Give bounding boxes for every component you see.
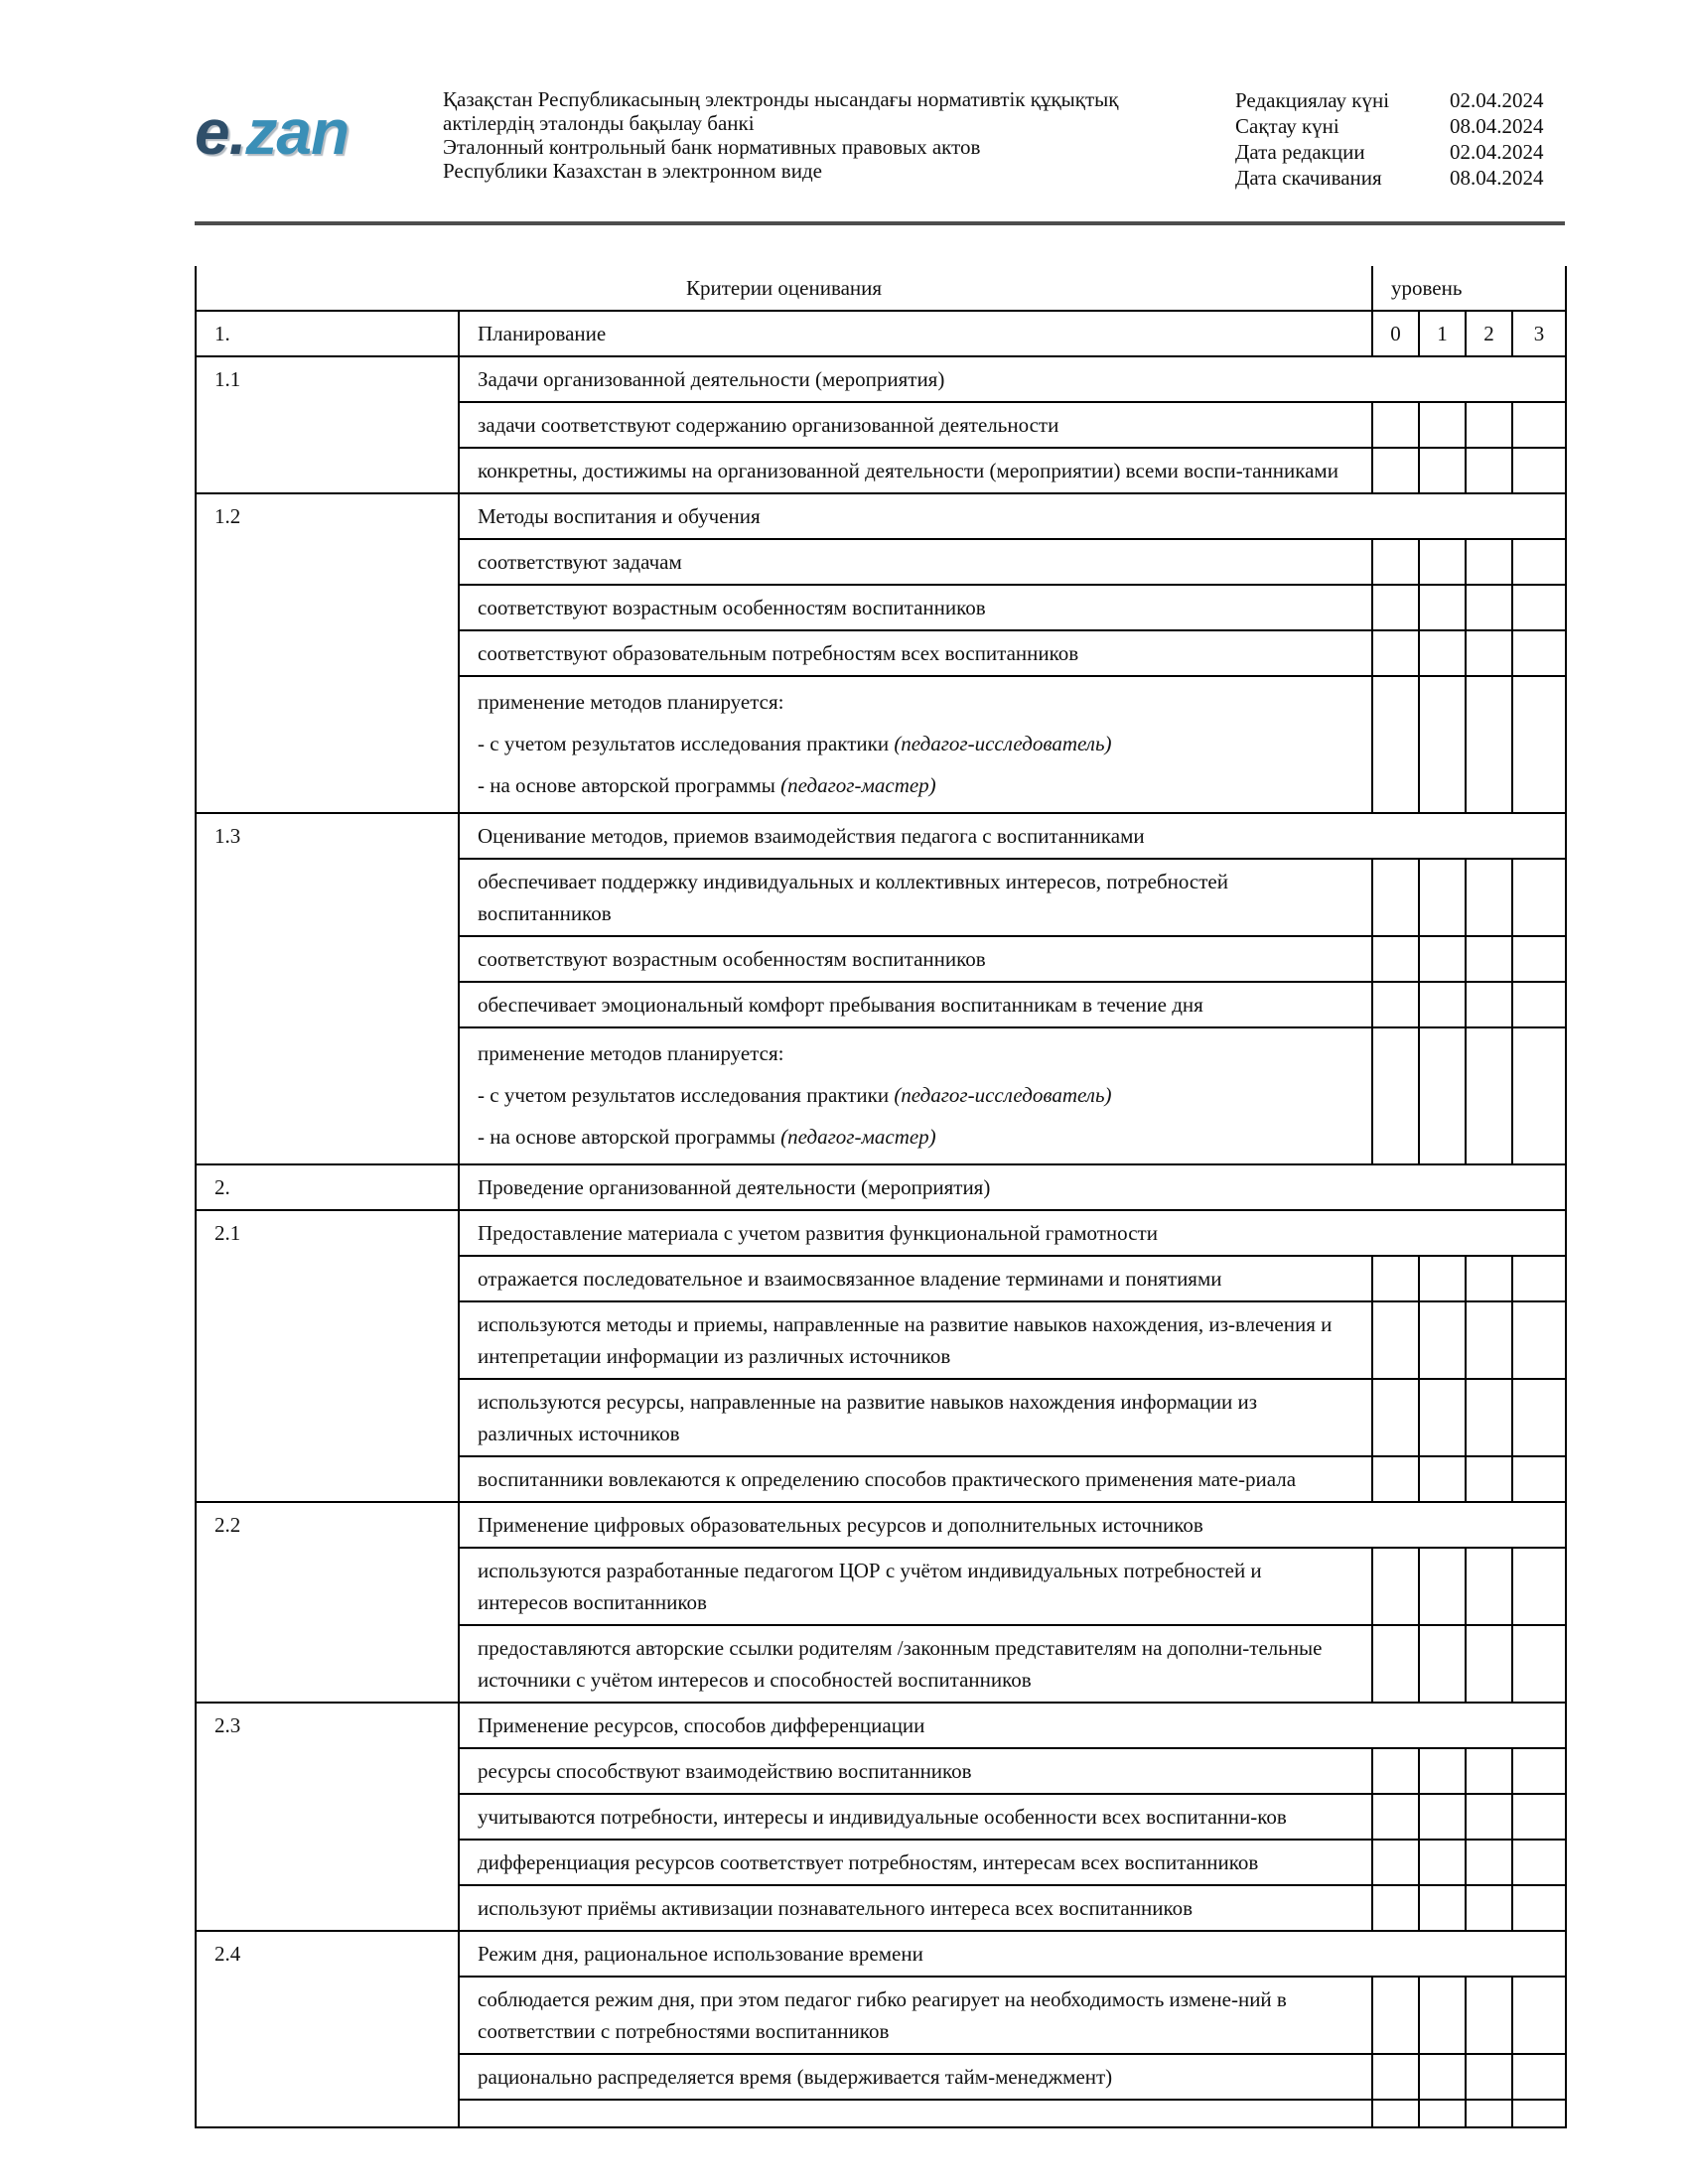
subsection-row	[196, 1502, 1566, 1548]
level-cell-0[interactable]	[1372, 585, 1419, 630]
level-cell-2[interactable]	[1466, 1840, 1512, 1885]
level-cell-2[interactable]	[1466, 1379, 1512, 1456]
date-value: 08.04.2024	[1450, 166, 1544, 190]
criterion-text: соблюдается режим дня, при этом педагог гибко реагирует на необходимость измене-ний в соответствии с потребностями воспитанников	[459, 1977, 1372, 2054]
bank-title-line: актілердің эталонды бақылау банкі	[443, 111, 755, 135]
date-row	[1235, 139, 1573, 165]
subsection-title: Методы воспитания и обучения	[459, 493, 1566, 539]
level-cell-0[interactable]	[1372, 402, 1419, 448]
level-cell-2[interactable]	[1466, 448, 1512, 493]
subsection-row	[196, 813, 1566, 859]
subsection-number: 2.2	[196, 1502, 459, 1703]
date-value: 08.04.2024	[1450, 114, 1544, 138]
level-cell-0[interactable]	[1372, 1456, 1419, 1502]
level-cell-1[interactable]	[1419, 1301, 1466, 1379]
subsection-number: 1.2	[196, 493, 459, 813]
criterion-line: применение методов планируется:	[478, 690, 784, 714]
section-row	[196, 311, 1566, 356]
level-cell-2[interactable]	[1466, 2054, 1512, 2100]
criterion-text: обеспечивает поддержку индивидуальных и коллективных интересов, потребностей воспитанников	[459, 859, 1372, 936]
criterion-text: предоставляются авторские ссылки родителям /законным представителям на дополни-тельные источники с учётом интересов и способностей воспитанников	[459, 1625, 1372, 1703]
level-cell-2[interactable]	[1466, 1301, 1512, 1379]
level-cell-3[interactable]	[1512, 630, 1566, 676]
criterion-text: учитываются потребности, интересы и индивидуальные особенности всех воспитанни-ков	[459, 1794, 1372, 1840]
level-cell-0[interactable]	[1372, 1840, 1419, 1885]
continuation-cell	[1419, 2100, 1466, 2127]
date-value: 02.04.2024	[1450, 140, 1544, 164]
level-cell-3[interactable]	[1512, 1027, 1566, 1164]
level-cell-1[interactable]	[1419, 402, 1466, 448]
level-cell-0[interactable]	[1372, 982, 1419, 1027]
level-cell-1[interactable]	[1419, 1256, 1466, 1301]
subsection-number: 2.3	[196, 1703, 459, 1931]
criterion-text: используют приёмы активизации познавательного интереса всех воспитанников	[459, 1885, 1372, 1931]
criterion-text: обеспечивает эмоциональный комфорт пребывания воспитанникам в течение дня	[459, 982, 1372, 1027]
level-cell-3[interactable]	[1512, 1748, 1566, 1794]
section-number: 1.	[196, 311, 459, 356]
level-cell-3[interactable]	[1512, 1301, 1566, 1379]
subsection-number: 1.3	[196, 813, 459, 1164]
logo-text-zan: zan	[245, 96, 350, 168]
criterion-text: дифференциация ресурсов соответствует потребностям, интересам всех воспитанников	[459, 1840, 1372, 1885]
level-cell-1[interactable]	[1419, 982, 1466, 1027]
date-value: 02.04.2024	[1450, 88, 1544, 112]
level-label: 1	[1419, 311, 1466, 356]
subsection-row	[196, 1703, 1566, 1748]
level-cell-1[interactable]	[1419, 539, 1466, 585]
criterion-text: соответствуют задачам	[459, 539, 1372, 585]
section-row	[196, 1164, 1566, 1210]
level-cell-1[interactable]	[1419, 1977, 1466, 2054]
level-cell-0[interactable]	[1372, 1027, 1419, 1164]
section-title: Проведение организованной деятельности (мероприятия)	[459, 1164, 1566, 1210]
date-label: Редакциялау күні	[1235, 88, 1390, 112]
subsection-title: Применение цифровых образовательных ресурсов и дополнительных источников	[459, 1502, 1566, 1548]
criterion-text: воспитанники вовлекаются к определению способов практического применения мате-риала	[459, 1456, 1372, 1502]
level-cell-3[interactable]	[1512, 1977, 1566, 2054]
level-cell-0[interactable]	[1372, 1625, 1419, 1703]
criterion-text: ресурсы способствуют взаимодействию воспитанников	[459, 1748, 1372, 1794]
level-cell-1[interactable]	[1419, 630, 1466, 676]
level-cell-2[interactable]	[1466, 1625, 1512, 1703]
level-cell-3[interactable]	[1512, 402, 1566, 448]
criterion-line-text: - с учетом результатов исследования практики	[478, 732, 890, 755]
level-cell-0[interactable]	[1372, 676, 1419, 813]
criterion-multiline	[459, 1027, 1372, 1164]
role-note: (педагог-исследователь)	[894, 1083, 1112, 1107]
level-cell-0[interactable]	[1372, 1301, 1419, 1379]
ezan-logo[interactable]	[195, 95, 349, 169]
level-cell-2[interactable]	[1466, 936, 1512, 982]
level-cell-2[interactable]	[1466, 585, 1512, 630]
criterion-text: отражается последовательное и взаимосвязанное владение терминами и понятиями	[459, 1256, 1372, 1301]
logo-text-e: e.	[195, 96, 246, 168]
continuation-cell	[1512, 2100, 1566, 2127]
date-label: Сақтау күні	[1235, 114, 1339, 138]
date-label: Дата редакции	[1235, 140, 1365, 164]
criterion-line	[478, 764, 1353, 806]
section-title: Планирование	[459, 311, 1372, 356]
table-header-row	[196, 266, 1566, 311]
subsection-number: 2.4	[196, 1931, 459, 2127]
criterion-line	[478, 1116, 1353, 1158]
subsection-number: 1.1	[196, 356, 459, 493]
level-cell-3[interactable]	[1512, 1379, 1566, 1456]
level-cell-3[interactable]	[1512, 1840, 1566, 1885]
level-label: 0	[1372, 311, 1419, 356]
level-cell-2[interactable]	[1466, 402, 1512, 448]
criterion-text: соответствуют возрастным особенностям воспитанников	[459, 936, 1372, 982]
criterion-text: используются методы и приемы, направленные на развитие навыков нахождения, из-влечения и интепретации информации из различных источников	[459, 1301, 1372, 1379]
level-cell-2[interactable]	[1466, 859, 1512, 936]
section-number: 2.	[196, 1164, 459, 1210]
level-cell-2[interactable]	[1466, 1456, 1512, 1502]
date-label: Дата скачивания	[1235, 166, 1382, 190]
level-cell-0[interactable]	[1372, 1977, 1419, 2054]
level-cell-3[interactable]	[1512, 1625, 1566, 1703]
level-cell-1[interactable]	[1419, 2054, 1466, 2100]
level-cell-3[interactable]	[1512, 585, 1566, 630]
level-cell-0[interactable]	[1372, 859, 1419, 936]
level-cell-0[interactable]	[1372, 1379, 1419, 1456]
level-cell-3[interactable]	[1512, 1256, 1566, 1301]
level-label: 3	[1512, 311, 1566, 356]
level-cell-3[interactable]	[1512, 1548, 1566, 1625]
level-cell-1[interactable]	[1419, 585, 1466, 630]
subsection-number: 2.1	[196, 1210, 459, 1502]
subsection-row	[196, 356, 1566, 402]
continuation-cell	[1372, 2100, 1419, 2127]
level-cell-0[interactable]	[1372, 1548, 1419, 1625]
level-cell-2[interactable]	[1466, 1885, 1512, 1931]
criterion-line	[478, 1074, 1353, 1116]
subsection-row	[196, 493, 1566, 539]
level-cell-1[interactable]	[1419, 859, 1466, 936]
level-cell-1[interactable]	[1419, 1748, 1466, 1794]
level-cell-1[interactable]	[1419, 676, 1466, 813]
criterion-line-text: - на основе авторской программы	[478, 1125, 775, 1149]
level-cell-0[interactable]	[1372, 1885, 1419, 1931]
level-cell-2[interactable]	[1466, 1977, 1512, 2054]
bank-title	[443, 87, 1197, 183]
criteria-header: Критерии оценивания	[196, 266, 1372, 311]
level-cell-2[interactable]	[1466, 539, 1512, 585]
level-cell-3[interactable]	[1512, 2054, 1566, 2100]
level-cell-0[interactable]	[1372, 448, 1419, 493]
criterion-text: конкретны, достижимы на организованной деятельности (мероприятии) всеми воспи-танниками	[459, 448, 1372, 493]
level-cell-1[interactable]	[1419, 1027, 1466, 1164]
level-cell-0[interactable]	[1372, 1794, 1419, 1840]
level-cell-3[interactable]	[1512, 539, 1566, 585]
level-cell-0[interactable]	[1372, 630, 1419, 676]
document-dates	[1235, 87, 1573, 191]
level-cell-2[interactable]	[1466, 982, 1512, 1027]
level-cell-0[interactable]	[1372, 1748, 1419, 1794]
evaluation-table	[195, 266, 1567, 2128]
level-cell-2[interactable]	[1466, 1794, 1512, 1840]
bank-title-line: Қазақстан Республикасының электронды нысандағы нормативтік құқықтық	[443, 87, 1119, 111]
criterion-line-text: - с учетом результатов исследования практики	[478, 1083, 890, 1107]
level-cell-1[interactable]	[1419, 1625, 1466, 1703]
criterion-text: задачи соответствуют содержанию организованной деятельности	[459, 402, 1372, 448]
level-cell-1[interactable]	[1419, 1840, 1466, 1885]
header-divider	[195, 221, 1565, 225]
document-header	[195, 83, 1565, 222]
subsection-title: Оценивание методов, приемов взаимодействия педагога с воспитанниками	[459, 813, 1566, 859]
level-cell-1[interactable]	[1419, 1885, 1466, 1931]
bank-title-line: Эталонный контрольный банк нормативных правовых актов	[443, 135, 981, 159]
subsection-title: Применение ресурсов, способов дифференциации	[459, 1703, 1566, 1748]
continuation-cell	[1466, 2100, 1512, 2127]
level-cell-2[interactable]	[1466, 1256, 1512, 1301]
subsection-title: Предоставление материала с учетом развития функциональной грамотности	[459, 1210, 1566, 1256]
level-cell-3[interactable]	[1512, 676, 1566, 813]
level-header: уровень	[1372, 266, 1566, 311]
level-cell-2[interactable]	[1466, 676, 1512, 813]
level-cell-0[interactable]	[1372, 539, 1419, 585]
level-cell-1[interactable]	[1419, 448, 1466, 493]
level-cell-3[interactable]	[1512, 936, 1566, 982]
level-cell-3[interactable]	[1512, 1456, 1566, 1502]
date-row	[1235, 87, 1573, 113]
level-cell-0[interactable]	[1372, 936, 1419, 982]
role-note: (педагог-мастер)	[780, 773, 936, 797]
date-row	[1235, 113, 1573, 139]
criterion-line	[478, 723, 1353, 764]
level-cell-3[interactable]	[1512, 982, 1566, 1027]
level-cell-3[interactable]	[1512, 1794, 1566, 1840]
level-cell-3[interactable]	[1512, 1885, 1566, 1931]
level-cell-2[interactable]	[1466, 1027, 1512, 1164]
criterion-text: используются разработанные педагогом ЦОР с учётом индивидуальных потребностей и интересов воспитанников	[459, 1548, 1372, 1625]
level-cell-2[interactable]	[1466, 1548, 1512, 1625]
level-cell-1[interactable]	[1419, 1794, 1466, 1840]
role-note: (педагог-мастер)	[780, 1125, 936, 1149]
level-cell-3[interactable]	[1512, 859, 1566, 936]
criterion-text: рационально распределяется время (выдерживается тайм-менеджмент)	[459, 2054, 1372, 2100]
level-cell-2[interactable]	[1466, 1748, 1512, 1794]
bank-title-line: Республики Казахстан в электронном виде	[443, 159, 822, 183]
criterion-text: соответствуют образовательным потребностям всех воспитанников	[459, 630, 1372, 676]
date-row	[1235, 165, 1573, 191]
subsection-row	[196, 1210, 1566, 1256]
level-cell-0[interactable]	[1372, 2054, 1419, 2100]
criterion-line: применение методов планируется:	[478, 1041, 784, 1065]
level-cell-0[interactable]	[1372, 1256, 1419, 1301]
criterion-multiline	[459, 676, 1372, 813]
subsection-title: Задачи организованной деятельности (мероприятия)	[459, 356, 1566, 402]
criterion-text: используются ресурсы, направленные на развитие навыков нахождения информации из различных источников	[459, 1379, 1372, 1456]
criterion-line-text: - на основе авторской программы	[478, 773, 775, 797]
level-cell-2[interactable]	[1466, 630, 1512, 676]
level-cell-1[interactable]	[1419, 1456, 1466, 1502]
criterion-text: соответствуют возрастным особенностям воспитанников	[459, 585, 1372, 630]
level-cell-1[interactable]	[1419, 936, 1466, 982]
level-cell-1[interactable]	[1419, 1379, 1466, 1456]
subsection-row	[196, 1931, 1566, 1977]
level-cell-1[interactable]	[1419, 1548, 1466, 1625]
level-cell-3[interactable]	[1512, 448, 1566, 493]
level-label: 2	[1466, 311, 1512, 356]
continuation-cell	[459, 2100, 1372, 2127]
role-note: (педагог-исследователь)	[894, 732, 1112, 755]
subsection-title: Режим дня, рациональное использование времени	[459, 1931, 1566, 1977]
